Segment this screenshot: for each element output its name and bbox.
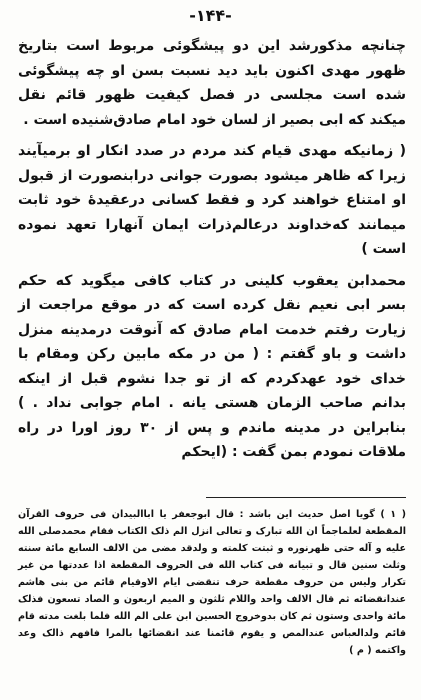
main-text [18, 34, 406, 472]
footnote [18, 506, 406, 659]
footnote-text: ( ۱ ) گویا اصل حدیث این باشد : قال ابوجعفر یا اباالبیدان فی حروف القرآن المقطعة لعلماجماً ان الله تبارک و تعالی انزل الم ذلک الکتاب فقام محمدصلی الله علیه و آله حتی ظهرنوره و ثبتت کلمته و ولدقد مضی من الالف السابع مائة سنته وثلث سنین قال و تبیانه فی کتاب الله فی الحروف المقطعة اذا عددتها من غیر تکرار ولیس من حروف مقطعة حرف تنقضی ایام الاوقیام قائم من بنی هاشم عندانقضائه ثم قال الالف واحد واللام ثلثون و المیم اربعون و الصاد تسعون فذلک مائة واحدی وستون ثم کان بدوخروج الحسین ابن علی الم الله فلما بلغت مدته قام قائم ولدالعباس عندالمص و یقوم قائمنا عند انقضائها بالمرا فافهم ذالک وعد واکتمه ( م ) [18, 509, 406, 656]
page-number: -۱۴۴- [189, 6, 232, 25]
paragraph-2: ( زمانیکه مهدی قیام کند مردم در صدد انکار او برمیآیند زیرا که ظاهر میشود بصورت جوانی درابنصورت از قبول او امتناع خواهند کرد و فقط کسانی درعقیدهٔ خود ثابت میمانند که‌خداوند درعالم‌ذرات ایمان آنهارا تعهد نموده است ) [18, 143, 406, 257]
footnote-divider [206, 497, 406, 498]
paragraph-1: چنانچه مذکورشد این دو پیشگوئی مربوط است بتاریخ ظهور مهدی اکنون باید دید نسبت بسن او چه پیشگوئی شده است مجلسی در فصل کیفیت ظهور قائم نقل میکند که ابی بصیر از لسان خود امام صادق‌شنیده است . [18, 38, 406, 128]
paragraph-3: محمدابن یعقوب کلینی در کتاب کافی میگوید که حکم بسر ابی نعیم نقل کرده است که در موقع مراجعت از زیارت رفتم خدمت امام صادق که آنوقت درمدینه منزل داشت و باو گفتم : ( من در مکه مابین رکن ومقام با خدای خود عهدکردم که از تو جدا نشوم قبل از اینکه بدانم صاحب الزمان هستی یانه . امام جوابی نداد . ) بنابراین در مدینه ماندم و پس از ۳۰ روز اورا در راه ملاقات نمودم بمن گفت : (ایحکم [18, 272, 406, 460]
